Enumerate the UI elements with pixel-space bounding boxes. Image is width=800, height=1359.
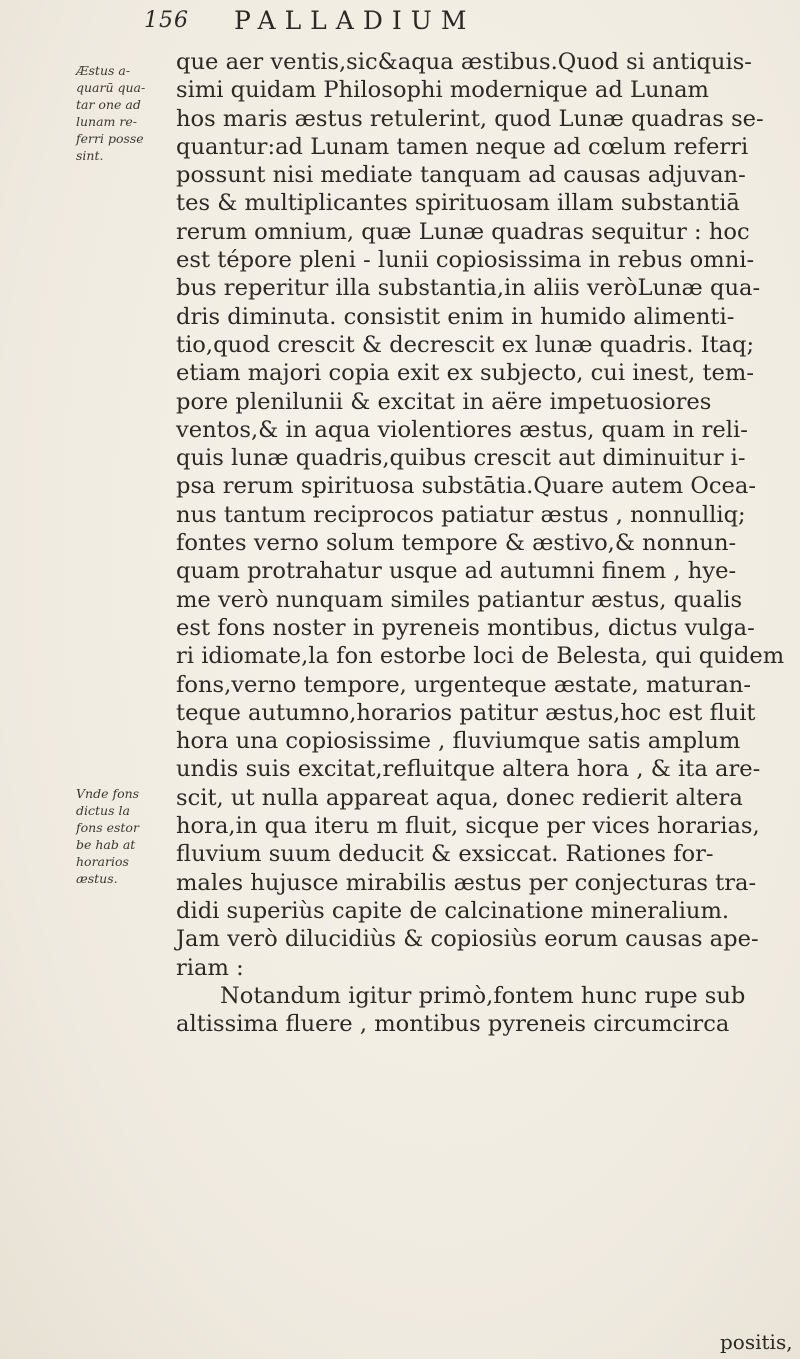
text-line: bus reperitur illa substantia,in aliis veròLunæ qua- (176, 275, 761, 302)
text-line: fluvium suum deducit & exsiccat. Rationes for- (176, 841, 714, 868)
text-line: simi quidam Philosophi modernique ad Lunam (176, 77, 709, 104)
body-text (176, 48, 800, 1038)
margin-note-line: quarū qua- (76, 80, 146, 95)
text-line: rerum omnium, quæ Lunæ quadras sequitur : hoc (176, 218, 750, 245)
catchword: positis, (720, 1330, 793, 1354)
text-line: nus tantum reciprocos patiatur æstus , nonnulliq; (176, 501, 746, 528)
text-line: fons,verno tempore, urgenteque æstate, maturan- (176, 671, 751, 698)
margin-note-line: horarios (76, 854, 129, 869)
text-line-paragraph-start: Notandum igitur primò,fontem hunc rupe sub (220, 982, 746, 1009)
text-line: teque autumno,horarios patitur æstus,hoc est fluit (176, 699, 756, 726)
margin-note-tides (76, 62, 156, 164)
text-line: hos maris æstus retulerint, quod Lunæ quadras se- (176, 105, 764, 132)
text-line: riam : (176, 954, 244, 981)
margin-note-line: sint. (76, 148, 104, 163)
text-line: est fons noster in pyreneis montibus, dictus vulga- (176, 614, 755, 641)
text-line: hora,in qua iteru m fluit, sicque per vices horarias, (176, 813, 760, 840)
margin-note-line: lunam re- (76, 114, 137, 129)
margin-note-fountain (76, 785, 156, 887)
text-line: possunt nisi mediate tanquam ad causas adjuvan- (176, 162, 746, 189)
page-header (0, 2, 800, 46)
text-line: didi superiùs capite de calcinatione mineralium. (176, 897, 730, 924)
text-line: undis suis excitat,refluitque altera hora , & ita are- (176, 756, 761, 783)
text-line: que aer ventis,sic&aqua æstibus.Quod si antiquis- (176, 49, 752, 75)
text-line: dris diminuta. consistit enim in humido alimenti- (176, 303, 735, 330)
margin-note-line: æstus. (76, 871, 118, 886)
text-line: ri idiomate,la fon estorbe loci de Belesta, qui quidem (176, 643, 785, 670)
text-line: ventos,& in aqua violentiores æstus, quam in reli- (176, 416, 748, 443)
margin-note-line: Æstus a- (76, 63, 131, 78)
text-line: me verò nunquam similes patiantur æstus, qualis (176, 586, 743, 613)
margin-note-line: dictus la (76, 803, 130, 818)
text-line: tio,quod crescit & decrescit ex lunæ quadris. Itaq; (176, 331, 755, 358)
text-line: tes & multiplicantes spirituosam illam substantiā (176, 190, 740, 217)
text-line: males hujusce mirabilis æstus per conjecturas tra- (176, 869, 757, 896)
text-line: etiam majori copia exit ex subjecto, cui inest, tem- (176, 360, 754, 387)
margin-note-line: tar one ad (76, 97, 141, 112)
text-line: quam protrahatur usque ad autumni finem , hye- (176, 558, 737, 585)
text-line: scit, ut nulla appareat aqua, donec redierit altera (176, 784, 743, 811)
running-head: PALLADIUM (234, 6, 476, 35)
text-line: quis lunæ quadris,quibus crescit aut diminuitur i- (176, 445, 746, 472)
margin-note-line: Vnde fons (76, 786, 140, 801)
margin-note-line: fons estor (76, 820, 139, 835)
text-line: pore plenilunii & excitat in aëre impetuosiores (176, 388, 712, 415)
text-line: altissima fluere , montibus pyreneis circumcirca (176, 1011, 730, 1038)
margin-note-line: ferri posse (76, 131, 144, 146)
text-line: hora una copiosissime , fluviumque satis amplum (176, 728, 741, 755)
text-line: fontes verno solum tempore & æstivo,& nonnun- (176, 530, 737, 557)
text-line: quantur:ad Lunam tamen neque ad cœlum referri (176, 133, 749, 160)
page-number: 156 (144, 8, 189, 33)
margin-note-line: be hab at (76, 837, 136, 852)
text-line: Jam verò dilucidiùs & copiosiùs eorum causas ape- (176, 926, 759, 953)
text-line: est tépore pleni - lunii copiosissima in rebus omni- (176, 247, 755, 274)
text-line: psa rerum spirituosa substātia.Quare autem Ocea- (176, 473, 756, 500)
